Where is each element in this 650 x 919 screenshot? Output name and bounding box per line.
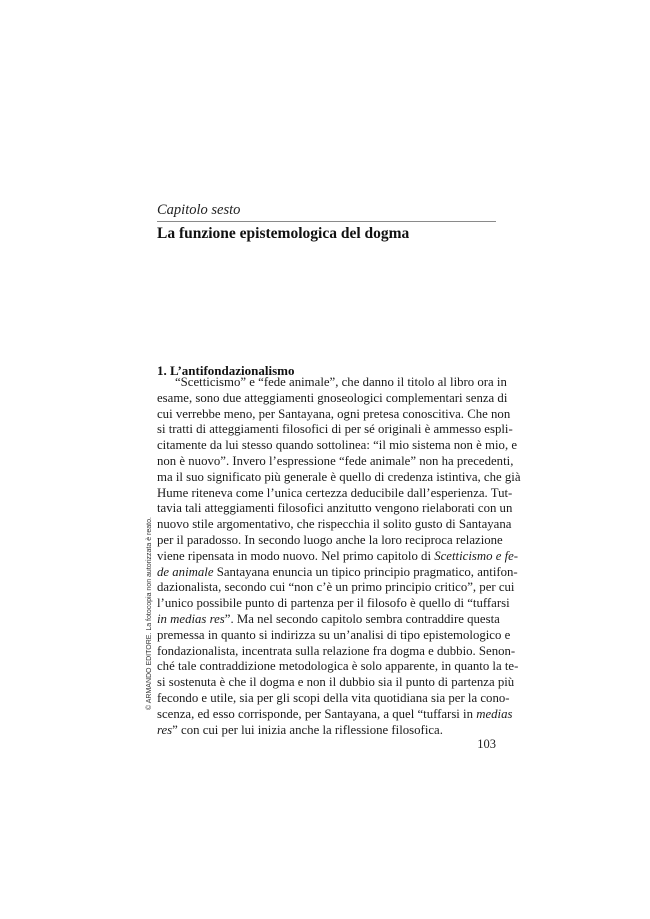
chapter-label: Capitolo sesto (157, 202, 241, 218)
text-line (157, 611, 500, 628)
text-line (157, 438, 518, 454)
text-line (157, 422, 513, 438)
text-line (157, 532, 503, 549)
italic-text: in medias res (157, 611, 225, 626)
text-line (157, 596, 510, 612)
text-run: si sostenuta è che il dogma e non il dubbio sia il punto di partenza più (157, 675, 515, 690)
text-run: dazionalista, secondo cui “non c’è un primo principio critico”, per cui (157, 580, 515, 595)
text-line (157, 390, 508, 407)
text-run: l’unico possibile punto di partenza per il filosofo è quello di “tuffarsi (157, 596, 510, 611)
italic-text: res (157, 722, 173, 737)
section-heading: 1. L’antifondazionalismo (157, 363, 295, 378)
text-run: scenza, ed esso corrisponde, per Santayana, a quel “tuffarsi in (157, 706, 477, 721)
text-run: “Scetticismo” e “fede animale”, che danno il titolo al libro ora in (175, 375, 507, 389)
text-run: citamente da lui stesso quando sottolinea: “il mio sistema non è mio, e (157, 438, 518, 453)
text-run: Hume riteneva come l’unica certezza deducibile dall’esperienza. Tut- (157, 485, 513, 500)
text-run: per il paradosso. In secondo luogo anche la loro reciproca relazione (157, 532, 503, 547)
text-line (157, 659, 519, 675)
text-line (157, 548, 519, 565)
italic-text: de animale (157, 564, 214, 579)
text-run: ” con cui per lui inizia anche la riflessione filosofica. (172, 722, 443, 737)
italic-text: medias (476, 706, 513, 721)
text-run: fondazionalista, incentrata sulla relazione fra dogma e dubbio. Senon- (157, 643, 516, 658)
text-line (157, 453, 514, 470)
text-line (157, 675, 515, 691)
text-line (157, 375, 507, 391)
text-line (157, 706, 513, 723)
text-line (157, 627, 511, 644)
chapter-title: La funzione epistemologica del dogma (157, 225, 410, 242)
text-line (157, 580, 515, 596)
italic-text: Scetticismo e fe- (434, 548, 519, 563)
text-run: esame, sono due atteggiamenti gnoseologici complementari senza di (157, 390, 508, 405)
chapter-rule (157, 221, 496, 222)
text-line (157, 469, 521, 486)
page-number: 103 (477, 737, 496, 751)
text-run: ”. Ma nel secondo capitolo sembra contraddire questa (224, 611, 500, 626)
text-run: nuovo stile argomentativo, che rispecchia il solito gusto di Santayana (157, 517, 512, 532)
text-line (157, 723, 496, 739)
text-line (157, 690, 510, 707)
text-line (157, 501, 513, 517)
text-run: cui verrebbe meno, per Santayana, ogni pretesa conoscitiva. Che non (157, 406, 511, 421)
text-line (157, 517, 512, 533)
text-run: premessa in quanto si indirizza su un’analisi di tipo epistemologico e (157, 627, 511, 642)
text-line (157, 485, 513, 502)
text-line (157, 406, 511, 423)
text-line (157, 643, 516, 660)
text-run: si tratti di atteggiamenti filosofici di per sé originali è ammesso espli- (157, 422, 513, 437)
text-run: non è nuovo”. Invero l’espressione “fede animale” non ha precedenti, (157, 453, 514, 468)
text-run: ché tale contraddizione metodologica è solo apparente, in quanto la te- (157, 659, 519, 674)
text-run: fecondo e utile, sia per gli scopi della vita quotidiana sia per la cono- (157, 690, 510, 705)
text-run: viene ripensata in modo nuovo. Nel primo capitolo di (157, 548, 435, 563)
text-run: ma il suo significato più generale è quello di credenza istintiva, che già (157, 469, 521, 484)
text-run: tavia tali atteggiamenti filosofici anzitutto vengono rielaborati con un (157, 501, 513, 516)
body-paragraph (157, 375, 521, 738)
text-line (157, 564, 518, 581)
copyright-notice: © ARMANDO EDITORE. La fotocopia non autorizzata è reato. (146, 517, 153, 710)
text-run: Santayana enuncia un tipico principio pragmatico, antifon- (213, 564, 518, 579)
